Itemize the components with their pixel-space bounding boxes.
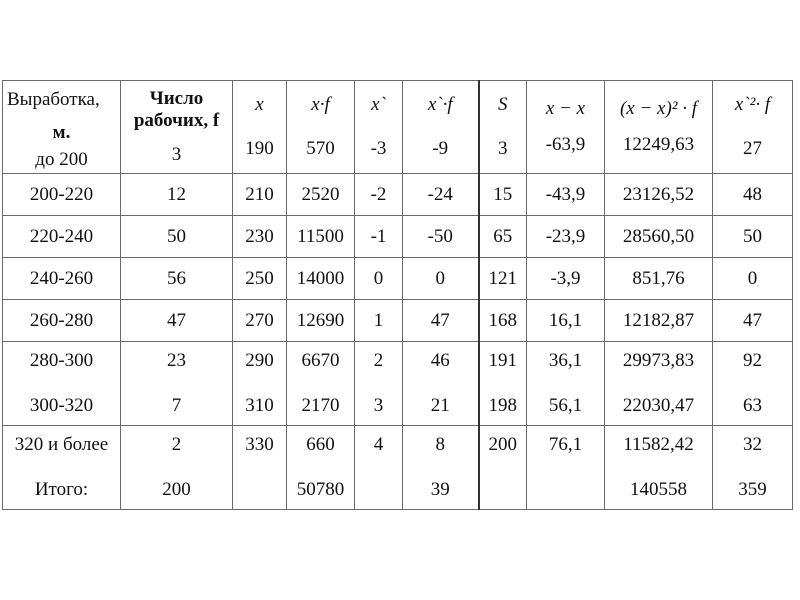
cell-xf: 14000 bbox=[287, 258, 355, 300]
header-xp2f-label: x`²· f bbox=[734, 94, 771, 115]
cell-xp-a: 2 bbox=[373, 350, 384, 371]
cell-devsq-b: 22030,47 bbox=[622, 395, 695, 416]
totals-dev-empty bbox=[531, 471, 600, 509]
cell-xp2f-b: 63 bbox=[743, 395, 762, 416]
cell-dev: -3,9 bbox=[527, 258, 605, 300]
cell-xf-first: 570 bbox=[306, 138, 335, 159]
header-dev bbox=[527, 81, 605, 174]
totals-xf: 50780 bbox=[296, 479, 345, 500]
cell-xpf: -24 bbox=[403, 174, 479, 216]
header-vyrabotka-line2: м. bbox=[52, 122, 71, 143]
header-x-label: x bbox=[255, 94, 264, 115]
cell-xf-a: 6670 bbox=[301, 350, 340, 371]
cell-interval-merged bbox=[3, 342, 121, 426]
cell-devsq-a: 29973,83 bbox=[622, 350, 695, 371]
header-dev-label: x − x bbox=[545, 98, 586, 119]
cell-f: 47 bbox=[121, 300, 233, 342]
cell-devsq-c: 11582,42 bbox=[623, 434, 694, 455]
header-xpf bbox=[403, 81, 479, 174]
cell-dev: 16,1 bbox=[527, 300, 605, 342]
cell-f-c: 2 bbox=[171, 434, 182, 455]
cell-devsq-first: 12249,63 bbox=[622, 134, 695, 155]
cell-interval-c: 320 и более bbox=[14, 434, 109, 455]
header-vyrabotka-line1: Выработка, bbox=[7, 89, 100, 110]
header-xpf-label: x`·f bbox=[427, 94, 453, 115]
cell-xp-b: 3 bbox=[373, 395, 384, 416]
header-chislo bbox=[121, 81, 233, 174]
cell-x-merged bbox=[233, 342, 287, 426]
table-row bbox=[3, 216, 793, 258]
cell-x-a: 290 bbox=[245, 350, 274, 371]
cell-x-last bbox=[233, 426, 287, 510]
cell-dev-a: 36,1 bbox=[548, 350, 583, 371]
table-row bbox=[3, 174, 793, 216]
cell-xp: 0 bbox=[355, 258, 403, 300]
header-xp bbox=[355, 81, 403, 174]
statistics-table bbox=[2, 80, 793, 510]
cell-xp: -1 bbox=[355, 216, 403, 258]
table-row bbox=[3, 258, 793, 300]
cell-xp2f-last bbox=[713, 426, 793, 510]
cell-xpf: -50 bbox=[403, 216, 479, 258]
header-devsq bbox=[605, 81, 713, 174]
cell-s-merged bbox=[479, 342, 527, 426]
cell-f: 12 bbox=[121, 174, 233, 216]
totals-label: Итого: bbox=[34, 479, 89, 500]
cell-dev-last bbox=[527, 426, 605, 510]
cell-dev-first: -63,9 bbox=[545, 134, 586, 155]
table-row-merged bbox=[3, 342, 793, 426]
cell-f: 56 bbox=[121, 258, 233, 300]
cell-s-c: 200 bbox=[488, 434, 517, 455]
cell-xp-merged bbox=[355, 342, 403, 426]
cell-s-a: 191 bbox=[488, 350, 517, 371]
cell-xf-merged bbox=[287, 342, 355, 426]
header-chislo-line2: рабочих, f bbox=[133, 110, 220, 131]
totals-xpf: 39 bbox=[430, 479, 450, 500]
cell-interval: 260-280 bbox=[3, 300, 121, 342]
cell-xp2f-a: 92 bbox=[743, 350, 762, 371]
cell-xp2f-c: 32 bbox=[743, 434, 762, 455]
cell-dev-merged bbox=[527, 342, 605, 426]
cell-s-b: 198 bbox=[488, 395, 517, 416]
totals-xp-empty bbox=[359, 471, 398, 509]
cell-interval: 220-240 bbox=[3, 216, 121, 258]
header-row bbox=[3, 81, 793, 174]
cell-s-last bbox=[479, 426, 527, 510]
cell-dev: -43,9 bbox=[527, 174, 605, 216]
cell-xpf-b: 21 bbox=[430, 395, 450, 416]
cell-xp2f-first: 27 bbox=[743, 138, 762, 159]
cell-x-first: 190 bbox=[245, 138, 274, 159]
cell-xp-c: 4 bbox=[373, 434, 384, 455]
cell-xpf: 47 bbox=[403, 300, 479, 342]
cell-dev: -23,9 bbox=[527, 216, 605, 258]
cell-x: 230 bbox=[233, 216, 287, 258]
cell-x-b: 310 bbox=[245, 395, 274, 416]
cell-xp2f: 50 bbox=[713, 216, 793, 258]
cell-devsq: 28560,50 bbox=[605, 216, 713, 258]
cell-xpf-first: -9 bbox=[432, 138, 449, 159]
cell-f-merged bbox=[121, 342, 233, 426]
header-vyrabotka bbox=[3, 81, 121, 174]
cell-s: 121 bbox=[479, 258, 527, 300]
cell-interval-a: 280-300 bbox=[29, 350, 94, 371]
cell-interval-b: 300-320 bbox=[29, 395, 94, 416]
header-x bbox=[233, 81, 287, 174]
cell-devsq: 23126,52 bbox=[605, 174, 713, 216]
cell-xp-last bbox=[355, 426, 403, 510]
cell-xf-last bbox=[287, 426, 355, 510]
header-chislo-text bbox=[125, 88, 228, 132]
totals-devsq: 140558 bbox=[630, 479, 687, 500]
cell-interval-last bbox=[3, 426, 121, 510]
cell-xpf: 0 bbox=[403, 258, 479, 300]
cell-interval: 240-260 bbox=[3, 258, 121, 300]
header-s bbox=[479, 81, 527, 174]
table-row bbox=[3, 300, 793, 342]
cell-dev-c: 76,1 bbox=[548, 434, 583, 455]
cell-devsq: 851,76 bbox=[605, 258, 713, 300]
totals-f: 200 bbox=[162, 479, 191, 500]
cell-xp2f: 48 bbox=[713, 174, 793, 216]
cell-xf: 2520 bbox=[287, 174, 355, 216]
cell-xf: 12690 bbox=[287, 300, 355, 342]
cell-x-c: 330 bbox=[245, 434, 274, 455]
cell-x: 210 bbox=[233, 174, 287, 216]
cell-xp2f: 0 bbox=[713, 258, 793, 300]
header-vyrabotka-line3: до 200 bbox=[35, 149, 88, 170]
header-xf-label: x·f bbox=[311, 94, 330, 115]
header-chislo-line1: Число bbox=[149, 88, 204, 109]
cell-devsq: 12182,87 bbox=[605, 300, 713, 342]
cell-f-last bbox=[121, 426, 233, 510]
cell-xp2f-merged bbox=[713, 342, 793, 426]
cell-f: 50 bbox=[121, 216, 233, 258]
header-devsq-label: (x − x)² · f bbox=[619, 98, 698, 119]
totals-xp2f: 359 bbox=[738, 479, 767, 500]
totals-s-empty bbox=[484, 471, 523, 509]
cell-s: 65 bbox=[479, 216, 527, 258]
cell-s: 168 bbox=[479, 300, 527, 342]
cell-devsq-merged bbox=[605, 342, 713, 426]
totals-x-empty bbox=[237, 471, 282, 509]
cell-x: 270 bbox=[233, 300, 287, 342]
cell-xp2f: 47 bbox=[713, 300, 793, 342]
header-s-label: S bbox=[498, 94, 508, 115]
cell-interval: 200-220 bbox=[3, 174, 121, 216]
cell-xp: 1 bbox=[355, 300, 403, 342]
cell-s: 15 bbox=[479, 174, 527, 216]
header-xp-label: x` bbox=[371, 94, 386, 115]
cell-f-a: 23 bbox=[167, 350, 186, 371]
cell-xf-c: 660 bbox=[306, 434, 335, 455]
cell-xpf-last bbox=[403, 426, 479, 510]
cell-f-b: 7 bbox=[171, 395, 182, 416]
table-row-totals bbox=[3, 426, 793, 510]
cell-xf: 11500 bbox=[287, 216, 355, 258]
header-xp2f bbox=[713, 81, 793, 174]
cell-devsq-last bbox=[605, 426, 713, 510]
cell-xpf-c: 8 bbox=[435, 434, 445, 455]
cell-xf-b: 2170 bbox=[301, 395, 340, 416]
cell-xpf-a: 46 bbox=[430, 350, 450, 371]
cell-dev-b: 56,1 bbox=[548, 395, 583, 416]
cell-xpf-merged bbox=[403, 342, 479, 426]
cell-x: 250 bbox=[233, 258, 287, 300]
header-xf bbox=[287, 81, 355, 174]
cell-f-first: 3 bbox=[171, 144, 182, 165]
cell-xp: -2 bbox=[355, 174, 403, 216]
cell-xp-first: -3 bbox=[370, 138, 387, 159]
cell-s-first: 3 bbox=[498, 138, 508, 159]
